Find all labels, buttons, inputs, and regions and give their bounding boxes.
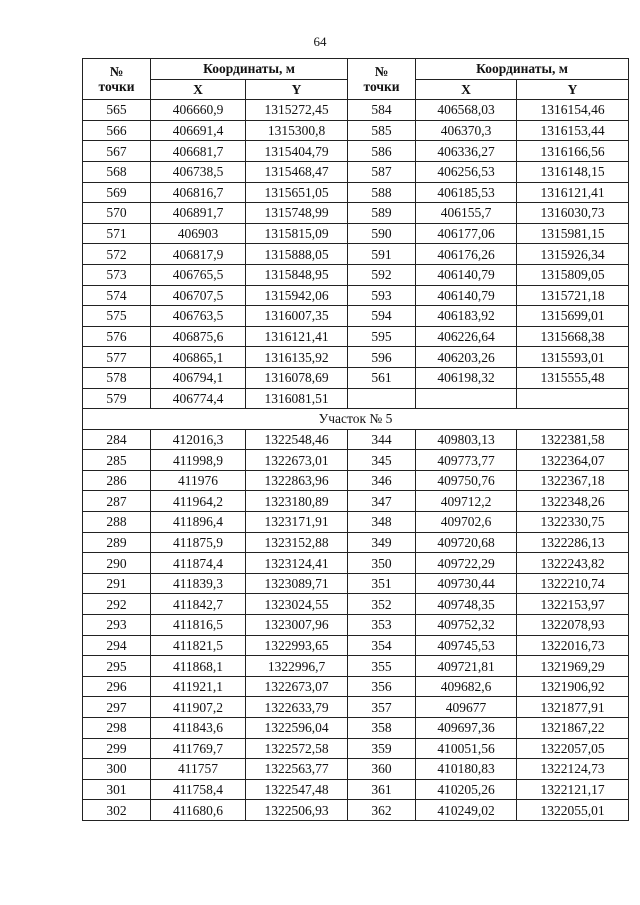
point-number-right-cell: 585 <box>348 120 416 141</box>
table-row <box>83 532 629 553</box>
table-row <box>83 326 629 347</box>
x-left-cell: 406817,9 <box>151 244 246 265</box>
x-right-cell: 410249,02 <box>416 800 517 821</box>
x-left-cell: 406794,1 <box>151 367 246 388</box>
point-number-right-cell: 355 <box>348 656 416 677</box>
table-row <box>83 429 629 450</box>
point-number-left-cell: 571 <box>83 223 151 244</box>
x-left-cell: 411842,7 <box>151 594 246 615</box>
table-row <box>83 676 629 697</box>
coordinates-header-right: Координаты, м <box>416 59 629 80</box>
point-number-right-cell: 561 <box>348 367 416 388</box>
table-row <box>83 347 629 368</box>
y-right-cell: 1322348,26 <box>517 491 629 512</box>
x-right-cell: 409750,76 <box>416 470 517 491</box>
num-sub: точки <box>363 79 400 95</box>
x-left-cell: 411757 <box>151 759 246 780</box>
x-left-cell: 411868,1 <box>151 656 246 677</box>
point-number-right-cell: 349 <box>348 532 416 553</box>
x-right-cell: 409803,13 <box>416 429 517 450</box>
point-number-left-cell: 570 <box>83 203 151 224</box>
section-header <box>83 409 629 430</box>
x-left-cell: 406681,7 <box>151 141 246 162</box>
y-right-cell: 1322124,73 <box>517 759 629 780</box>
y-right-cell: 1316166,56 <box>517 141 629 162</box>
y-right-cell: 1322121,17 <box>517 779 629 800</box>
y-left-cell: 1315468,47 <box>246 161 348 182</box>
point-number-left-cell: 575 <box>83 306 151 327</box>
point-number-left-cell: 292 <box>83 594 151 615</box>
y-right-cell: 1322243,82 <box>517 553 629 574</box>
table-row <box>83 635 629 656</box>
table-body-part2 <box>83 429 629 820</box>
coordinates-header-left: Координаты, м <box>151 59 348 80</box>
table-row <box>83 573 629 594</box>
x-right-cell: 406140,79 <box>416 285 517 306</box>
point-number-right-cell: 593 <box>348 285 416 306</box>
table-row <box>83 759 629 780</box>
y-left-cell: 1322572,58 <box>246 738 348 759</box>
y-left-cell: 1315942,06 <box>246 285 348 306</box>
table-row <box>83 306 629 327</box>
y-right-cell: 1322330,75 <box>517 512 629 533</box>
y-right-cell: 1322078,93 <box>517 615 629 636</box>
y-right-cell: 1322057,05 <box>517 738 629 759</box>
point-number-left-cell: 296 <box>83 676 151 697</box>
coordinates-table <box>82 58 629 821</box>
point-number-right-cell: 595 <box>348 326 416 347</box>
point-number-right-cell: 590 <box>348 223 416 244</box>
x-right-cell: 409752,32 <box>416 615 517 636</box>
y-left-cell: 1323124,41 <box>246 553 348 574</box>
y-right-cell: 1316121,41 <box>517 182 629 203</box>
point-number-right-cell: 345 <box>348 450 416 471</box>
table-row <box>83 779 629 800</box>
y-right-cell: 1315699,01 <box>517 306 629 327</box>
y-left-cell: 1323152,88 <box>246 532 348 553</box>
y-left-cell: 1315651,05 <box>246 182 348 203</box>
table-row <box>83 450 629 471</box>
y-right-cell: 1316153,44 <box>517 120 629 141</box>
point-number-left-cell: 574 <box>83 285 151 306</box>
y-left-cell: 1315815,09 <box>246 223 348 244</box>
point-number-right-cell: 591 <box>348 244 416 265</box>
y-right-cell: 1316030,73 <box>517 203 629 224</box>
point-number-left-cell: 286 <box>83 470 151 491</box>
y-right-cell: 1315981,15 <box>517 223 629 244</box>
table-row <box>83 264 629 285</box>
x-header-right: X <box>416 79 517 100</box>
y-left-cell: 1322547,48 <box>246 779 348 800</box>
x-right-cell: 409748,35 <box>416 594 517 615</box>
x-right-cell: 410051,56 <box>416 738 517 759</box>
y-left-cell: 1322548,46 <box>246 429 348 450</box>
x-right-cell: 406176,26 <box>416 244 517 265</box>
x-left-cell: 411843,6 <box>151 718 246 739</box>
point-number-left-cell: 294 <box>83 635 151 656</box>
y-left-cell: 1322863,96 <box>246 470 348 491</box>
y-right-cell: 1315668,38 <box>517 326 629 347</box>
point-number-right-cell: 353 <box>348 615 416 636</box>
x-right-cell: 406183,92 <box>416 306 517 327</box>
x-left-cell: 411875,9 <box>151 532 246 553</box>
point-number-right-cell: 584 <box>348 100 416 121</box>
x-left-cell: 411964,2 <box>151 491 246 512</box>
point-number-right-cell: 594 <box>348 306 416 327</box>
y-right-cell: 1321906,92 <box>517 676 629 697</box>
y-left-cell: 1322993,65 <box>246 635 348 656</box>
x-left-cell: 411896,4 <box>151 512 246 533</box>
table-row <box>83 738 629 759</box>
section-title: Участок № 5 <box>83 409 629 430</box>
table-row <box>83 161 629 182</box>
x-left-cell: 406691,4 <box>151 120 246 141</box>
table-row <box>83 120 629 141</box>
table-row <box>83 100 629 121</box>
x-left-cell: 411769,7 <box>151 738 246 759</box>
y-left-cell: 1323007,96 <box>246 615 348 636</box>
table-row <box>83 553 629 574</box>
point-number-right-cell: 358 <box>348 718 416 739</box>
x-left-cell: 411680,6 <box>151 800 246 821</box>
table-row <box>83 367 629 388</box>
x-left-cell: 406765,5 <box>151 264 246 285</box>
point-number-left-cell: 285 <box>83 450 151 471</box>
y-left-cell: 1323180,89 <box>246 491 348 512</box>
table-header <box>83 59 629 100</box>
point-number-header-right <box>348 59 416 100</box>
y-left-cell: 1315404,79 <box>246 141 348 162</box>
x-right-cell: 406226,64 <box>416 326 517 347</box>
x-left-cell: 406660,9 <box>151 100 246 121</box>
y-left-cell: 1316135,92 <box>246 347 348 368</box>
y-right-cell: 1321877,91 <box>517 697 629 718</box>
point-number-right-cell: 350 <box>348 553 416 574</box>
table-row <box>83 203 629 224</box>
table-row <box>83 223 629 244</box>
y-right-cell: 1316148,15 <box>517 161 629 182</box>
x-left-cell: 411907,2 <box>151 697 246 718</box>
x-left-cell: 411976 <box>151 470 246 491</box>
x-right-cell: 409677 <box>416 697 517 718</box>
x-header-left: X <box>151 79 246 100</box>
point-number-left-cell: 579 <box>83 388 151 409</box>
num-sign: № <box>109 64 124 80</box>
point-number-left-cell: 573 <box>83 264 151 285</box>
x-right-cell: 409730,44 <box>416 573 517 594</box>
x-right-cell: 406568,03 <box>416 100 517 121</box>
y-header-left: Y <box>246 79 348 100</box>
x-left-cell: 406875,6 <box>151 326 246 347</box>
point-number-right-cell: 592 <box>348 264 416 285</box>
x-right-cell: 406256,53 <box>416 161 517 182</box>
table-row <box>83 285 629 306</box>
table-row <box>83 491 629 512</box>
point-number-left-cell: 565 <box>83 100 151 121</box>
table-row <box>83 697 629 718</box>
y-left-cell: 1322673,01 <box>246 450 348 471</box>
table-row <box>83 800 629 821</box>
point-number-right-cell: 344 <box>348 429 416 450</box>
point-number-left-cell: 295 <box>83 656 151 677</box>
y-left-cell: 1322673,07 <box>246 676 348 697</box>
y-left-cell: 1323089,71 <box>246 573 348 594</box>
point-number-right-cell: 347 <box>348 491 416 512</box>
y-left-cell: 1322633,79 <box>246 697 348 718</box>
y-right-cell: 1315721,18 <box>517 285 629 306</box>
table-row <box>83 656 629 677</box>
point-number-left-cell: 567 <box>83 141 151 162</box>
point-number-left-cell: 302 <box>83 800 151 821</box>
x-right-cell: 406203,26 <box>416 347 517 368</box>
x-left-cell: 406891,7 <box>151 203 246 224</box>
x-left-cell: 406707,5 <box>151 285 246 306</box>
y-right-cell: 1315926,34 <box>517 244 629 265</box>
x-right-cell: 409702,6 <box>416 512 517 533</box>
point-number-right-cell: 352 <box>348 594 416 615</box>
y-right-cell: 1315809,05 <box>517 264 629 285</box>
y-right-cell: 1322016,73 <box>517 635 629 656</box>
x-left-cell: 412016,3 <box>151 429 246 450</box>
x-right-cell: 409712,2 <box>416 491 517 512</box>
y-header-right: Y <box>517 79 629 100</box>
point-number-right-cell: 361 <box>348 779 416 800</box>
x-left-cell: 411874,4 <box>151 553 246 574</box>
table-row <box>83 512 629 533</box>
y-left-cell: 1322596,04 <box>246 718 348 739</box>
y-left-cell: 1323171,91 <box>246 512 348 533</box>
y-left-cell: 1323024,55 <box>246 594 348 615</box>
y-left-cell: 1322506,93 <box>246 800 348 821</box>
point-number-right-cell: 596 <box>348 347 416 368</box>
point-number-left-cell: 300 <box>83 759 151 780</box>
point-number-right-cell: 354 <box>348 635 416 656</box>
point-number-left-cell: 289 <box>83 532 151 553</box>
point-number-right-cell: 351 <box>348 573 416 594</box>
x-right-cell: 406198,32 <box>416 367 517 388</box>
x-left-cell: 406816,7 <box>151 182 246 203</box>
x-left-cell: 411998,9 <box>151 450 246 471</box>
y-right-cell: 1316154,46 <box>517 100 629 121</box>
y-right-cell: 1322210,74 <box>517 573 629 594</box>
point-number-right-cell: 588 <box>348 182 416 203</box>
y-right-cell: 1322153,97 <box>517 594 629 615</box>
y-left-cell: 1316121,41 <box>246 326 348 347</box>
point-number-left-cell: 301 <box>83 779 151 800</box>
table-row <box>83 141 629 162</box>
y-left-cell: 1322563,77 <box>246 759 348 780</box>
x-right-cell: 410180,83 <box>416 759 517 780</box>
x-right-cell: 409745,53 <box>416 635 517 656</box>
x-left-cell: 406763,5 <box>151 306 246 327</box>
num-sign: № <box>374 64 389 80</box>
point-number-left-cell: 577 <box>83 347 151 368</box>
point-number-left-cell: 299 <box>83 738 151 759</box>
table-row <box>83 470 629 491</box>
point-number-left-cell: 297 <box>83 697 151 718</box>
point-number-left-cell: 298 <box>83 718 151 739</box>
y-right-cell: 1321969,29 <box>517 656 629 677</box>
y-right-cell: 1315593,01 <box>517 347 629 368</box>
point-number-right-cell: 359 <box>348 738 416 759</box>
point-number-right-cell: 346 <box>348 470 416 491</box>
point-number-left-cell: 568 <box>83 161 151 182</box>
y-left-cell: 1315888,05 <box>246 244 348 265</box>
y-right-cell <box>517 388 629 409</box>
point-number-header-left <box>83 59 151 100</box>
x-right-cell: 410205,26 <box>416 779 517 800</box>
x-right-cell: 406370,3 <box>416 120 517 141</box>
y-left-cell: 1315300,8 <box>246 120 348 141</box>
table-body-part1 <box>83 100 629 409</box>
point-number-right-cell: 362 <box>348 800 416 821</box>
x-right-cell: 406177,06 <box>416 223 517 244</box>
point-number-left-cell: 566 <box>83 120 151 141</box>
point-number-left-cell: 287 <box>83 491 151 512</box>
x-right-cell: 409697,36 <box>416 718 517 739</box>
point-number-right-cell: 360 <box>348 759 416 780</box>
y-right-cell: 1322381,58 <box>517 429 629 450</box>
y-left-cell: 1315272,45 <box>246 100 348 121</box>
x-right-cell: 409682,6 <box>416 676 517 697</box>
y-right-cell: 1322286,13 <box>517 532 629 553</box>
y-left-cell: 1316007,35 <box>246 306 348 327</box>
point-number-left-cell: 290 <box>83 553 151 574</box>
point-number-right-cell: 357 <box>348 697 416 718</box>
table-row <box>83 182 629 203</box>
y-left-cell: 1322996,7 <box>246 656 348 677</box>
x-left-cell: 406774,4 <box>151 388 246 409</box>
point-number-left-cell: 576 <box>83 326 151 347</box>
x-left-cell: 406865,1 <box>151 347 246 368</box>
x-right-cell: 406140,79 <box>416 264 517 285</box>
x-right-cell: 406336,27 <box>416 141 517 162</box>
point-number-left-cell: 293 <box>83 615 151 636</box>
x-left-cell: 411758,4 <box>151 779 246 800</box>
y-left-cell: 1315748,99 <box>246 203 348 224</box>
x-right-cell: 409722,29 <box>416 553 517 574</box>
point-number-right-cell: 348 <box>348 512 416 533</box>
point-number-right-cell: 356 <box>348 676 416 697</box>
x-left-cell: 411839,3 <box>151 573 246 594</box>
point-number-right-cell: 587 <box>348 161 416 182</box>
point-number-left-cell: 284 <box>83 429 151 450</box>
y-left-cell: 1316081,51 <box>246 388 348 409</box>
x-right-cell: 409773,77 <box>416 450 517 471</box>
table-row <box>83 244 629 265</box>
point-number-left-cell: 291 <box>83 573 151 594</box>
num-sub: точки <box>98 79 135 95</box>
point-number-left-cell: 572 <box>83 244 151 265</box>
y-right-cell: 1322364,07 <box>517 450 629 471</box>
x-right-cell: 409720,68 <box>416 532 517 553</box>
table-row <box>83 594 629 615</box>
y-right-cell: 1321867,22 <box>517 718 629 739</box>
x-right-cell: 406155,7 <box>416 203 517 224</box>
x-left-cell: 411821,5 <box>151 635 246 656</box>
point-number-left-cell: 288 <box>83 512 151 533</box>
table-row <box>83 718 629 739</box>
page-number: 64 <box>313 34 327 49</box>
x-left-cell: 411921,1 <box>151 676 246 697</box>
x-right-cell <box>416 388 517 409</box>
point-number-right-cell <box>348 388 416 409</box>
point-number-left-cell: 578 <box>83 367 151 388</box>
x-left-cell: 406738,5 <box>151 161 246 182</box>
table-row <box>83 388 629 409</box>
y-left-cell: 1316078,69 <box>246 367 348 388</box>
point-number-left-cell: 569 <box>83 182 151 203</box>
y-right-cell: 1322055,01 <box>517 800 629 821</box>
point-number-right-cell: 589 <box>348 203 416 224</box>
y-right-cell: 1315555,48 <box>517 367 629 388</box>
x-left-cell: 406903 <box>151 223 246 244</box>
table-row <box>83 615 629 636</box>
x-left-cell: 411816,5 <box>151 615 246 636</box>
y-right-cell: 1322367,18 <box>517 470 629 491</box>
x-right-cell: 406185,53 <box>416 182 517 203</box>
x-right-cell: 409721,81 <box>416 656 517 677</box>
point-number-right-cell: 586 <box>348 141 416 162</box>
y-left-cell: 1315848,95 <box>246 264 348 285</box>
